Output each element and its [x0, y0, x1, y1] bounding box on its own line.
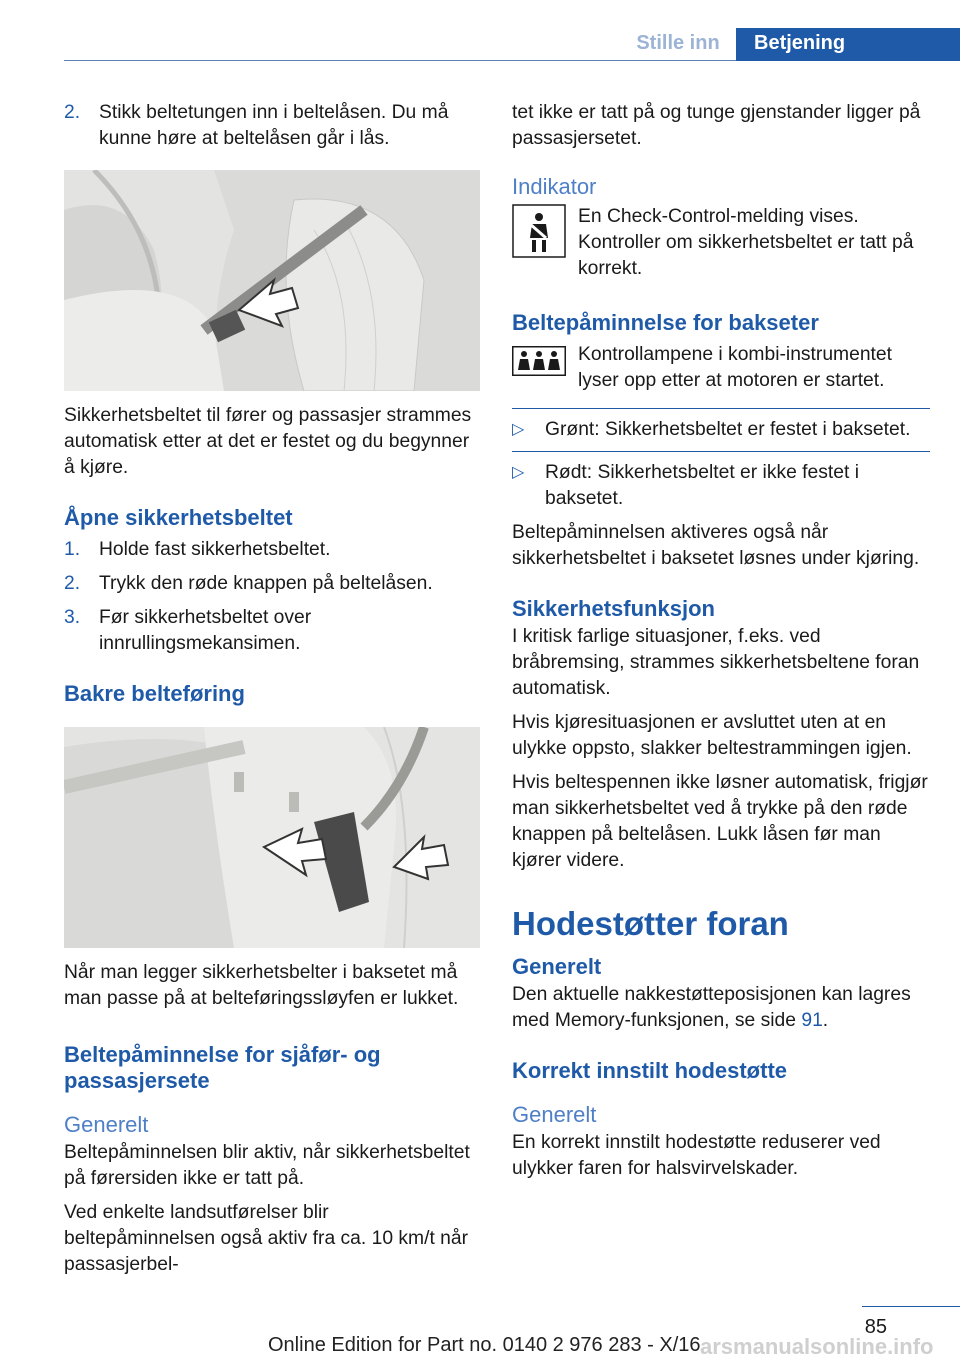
indicator-row	[512, 204, 930, 282]
triangle-bullet-icon: ▷	[512, 464, 525, 481]
belt-buckle-illustration	[64, 170, 480, 391]
step-number: 2.	[64, 102, 81, 123]
step-2-insert	[64, 100, 480, 152]
open-steps-list	[64, 537, 480, 657]
paragraph-general-2: Ved enkelte landsutførelser blir beltepåminnelsen også aktiv fra ca. 10 km/t når passasjerbel-	[64, 1202, 469, 1275]
rear-reminder-text: Kontrollampene i kombi-instrumentet lyser opp etter at motoren er startet.	[578, 344, 892, 391]
indicator-text: En Check-Control-melding vises. Kontroller om sikkerhetsbeltet er tatt på korrekt.	[578, 206, 914, 279]
step-number: 3.	[64, 607, 81, 628]
paragraph-safety-3: Hvis beltespennen ikke løsner automatisk, frigjør man sikkerhetsbeltet ved å trykke på den røde knappen på beltelåsen. Lukk låsen før man kjører videre.	[512, 772, 928, 871]
step-text: Før sikkerhetsbeltet over innrullingsmekansimen.	[99, 607, 312, 654]
rear-belt-guide-illustration	[64, 727, 480, 948]
memory-text-end: .	[822, 1010, 829, 1031]
step-number: 1.	[64, 539, 81, 560]
list-item	[64, 571, 480, 597]
left-column	[64, 100, 480, 1286]
paragraph-memory	[512, 982, 930, 1034]
heading-rear-reminder: Beltepåminnelse for bakseter	[512, 310, 819, 335]
heading-safety-function: Sikkerhetsfunksjon	[512, 596, 715, 621]
bullet-text: Grønt: Sikkerhetsbeltet er festet i baksetet.	[545, 419, 911, 440]
paragraph-safety-1: I kritisk farlige situasjoner, f.eks. ved bråbremsing, strammes sikkerhetsbeltene foran automatisk.	[512, 626, 920, 699]
heading-open-belt: Åpne sikkerhetsbeltet	[64, 505, 293, 530]
heading-rear-belt-guide: Bakre belteføring	[64, 681, 245, 706]
paragraph-tension: Sikkerhetsbeltet til fører og passasjer strammes automatisk etter at det er festet og du begynner å kjøre.	[64, 405, 472, 478]
status-bullet-list	[512, 408, 930, 512]
step-text: Stikk beltetungen inn i beltelåsen. Du må kunne høre at beltelåsen går i lås.	[99, 102, 449, 149]
list-item	[512, 417, 930, 452]
paragraph-safety-2: Hvis kjøresituasjonen er avsluttet uten at en ulykke oppsto, slakker beltestrammingen igjen.	[512, 712, 912, 759]
tab-betjening[interactable]: Betjening	[736, 28, 960, 61]
heading-indicator: Indikator	[512, 174, 597, 199]
rear-reminder-row	[512, 342, 930, 394]
memory-text: Den aktuelle nakkestøtteposisjonen kan lagres med Memory-funksjonen, se side	[512, 984, 911, 1031]
list-item	[64, 605, 480, 657]
right-column	[512, 100, 930, 1190]
tab-stille-inn[interactable]: Stille inn	[636, 32, 720, 54]
paragraph-release: Beltepåminnelsen aktiveres også når sikkerhetsbeltet i baksetet løsnes under kjøring.	[512, 522, 920, 569]
step-text: Holde fast sikkerhetsbeltet.	[99, 539, 331, 560]
bullet-text: Rødt: Sikkerhetsbeltet er ikke festet i baksetet.	[545, 462, 859, 509]
paragraph-general-1: Beltepåminnelsen blir aktiv, når sikkerhetsbeltet på førersiden ikke er tatt på.	[64, 1142, 470, 1189]
seatbelt-warning-icon	[512, 204, 566, 263]
belt-buckle-photo	[64, 170, 480, 391]
edition-text: Online Edition for Part no. 0140 2 976 283 - X/16	[268, 1334, 701, 1356]
heading-general: Generelt	[64, 1112, 149, 1137]
heading-belt-reminder-front: Beltepåminnelse for sjåfør- og passasjersete	[64, 1042, 381, 1093]
page-link-91[interactable]: 91	[801, 1010, 823, 1031]
paragraph-continued: tet ikke er tatt på og tunge gjenstander ligger på passasjersetet.	[512, 102, 921, 149]
heading-correct-head-restraint: Korrekt innstilt hodestøtte	[512, 1058, 788, 1083]
footer-rule	[862, 1306, 960, 1307]
step-number: 2.	[64, 573, 81, 594]
page-number: 85	[864, 1316, 887, 1338]
heading-head-restraints-front: Hodestøtter foran	[512, 905, 789, 942]
watermark: arsmanualsonline.info	[700, 1334, 934, 1359]
list-item	[64, 537, 480, 563]
paragraph-correct: En korrekt innstilt hodestøtte reduserer ved ulykker faren for halsvirvelskader.	[512, 1132, 881, 1179]
rear-belt-guide-photo	[64, 727, 480, 948]
triangle-bullet-icon: ▷	[512, 421, 525, 438]
step-text: Trykk den røde knappen på beltelåsen.	[99, 573, 433, 594]
list-item	[512, 460, 930, 512]
heading-general-b: Generelt	[512, 1102, 597, 1127]
paragraph-rear-guide: Når man legger sikkerhetsbelter i baksetet må man passe på at belteføringssløyfen er lukket.	[64, 962, 459, 1009]
rear-seats-occupancy-icon	[512, 342, 566, 381]
heading-general-a: Generelt	[512, 954, 602, 979]
